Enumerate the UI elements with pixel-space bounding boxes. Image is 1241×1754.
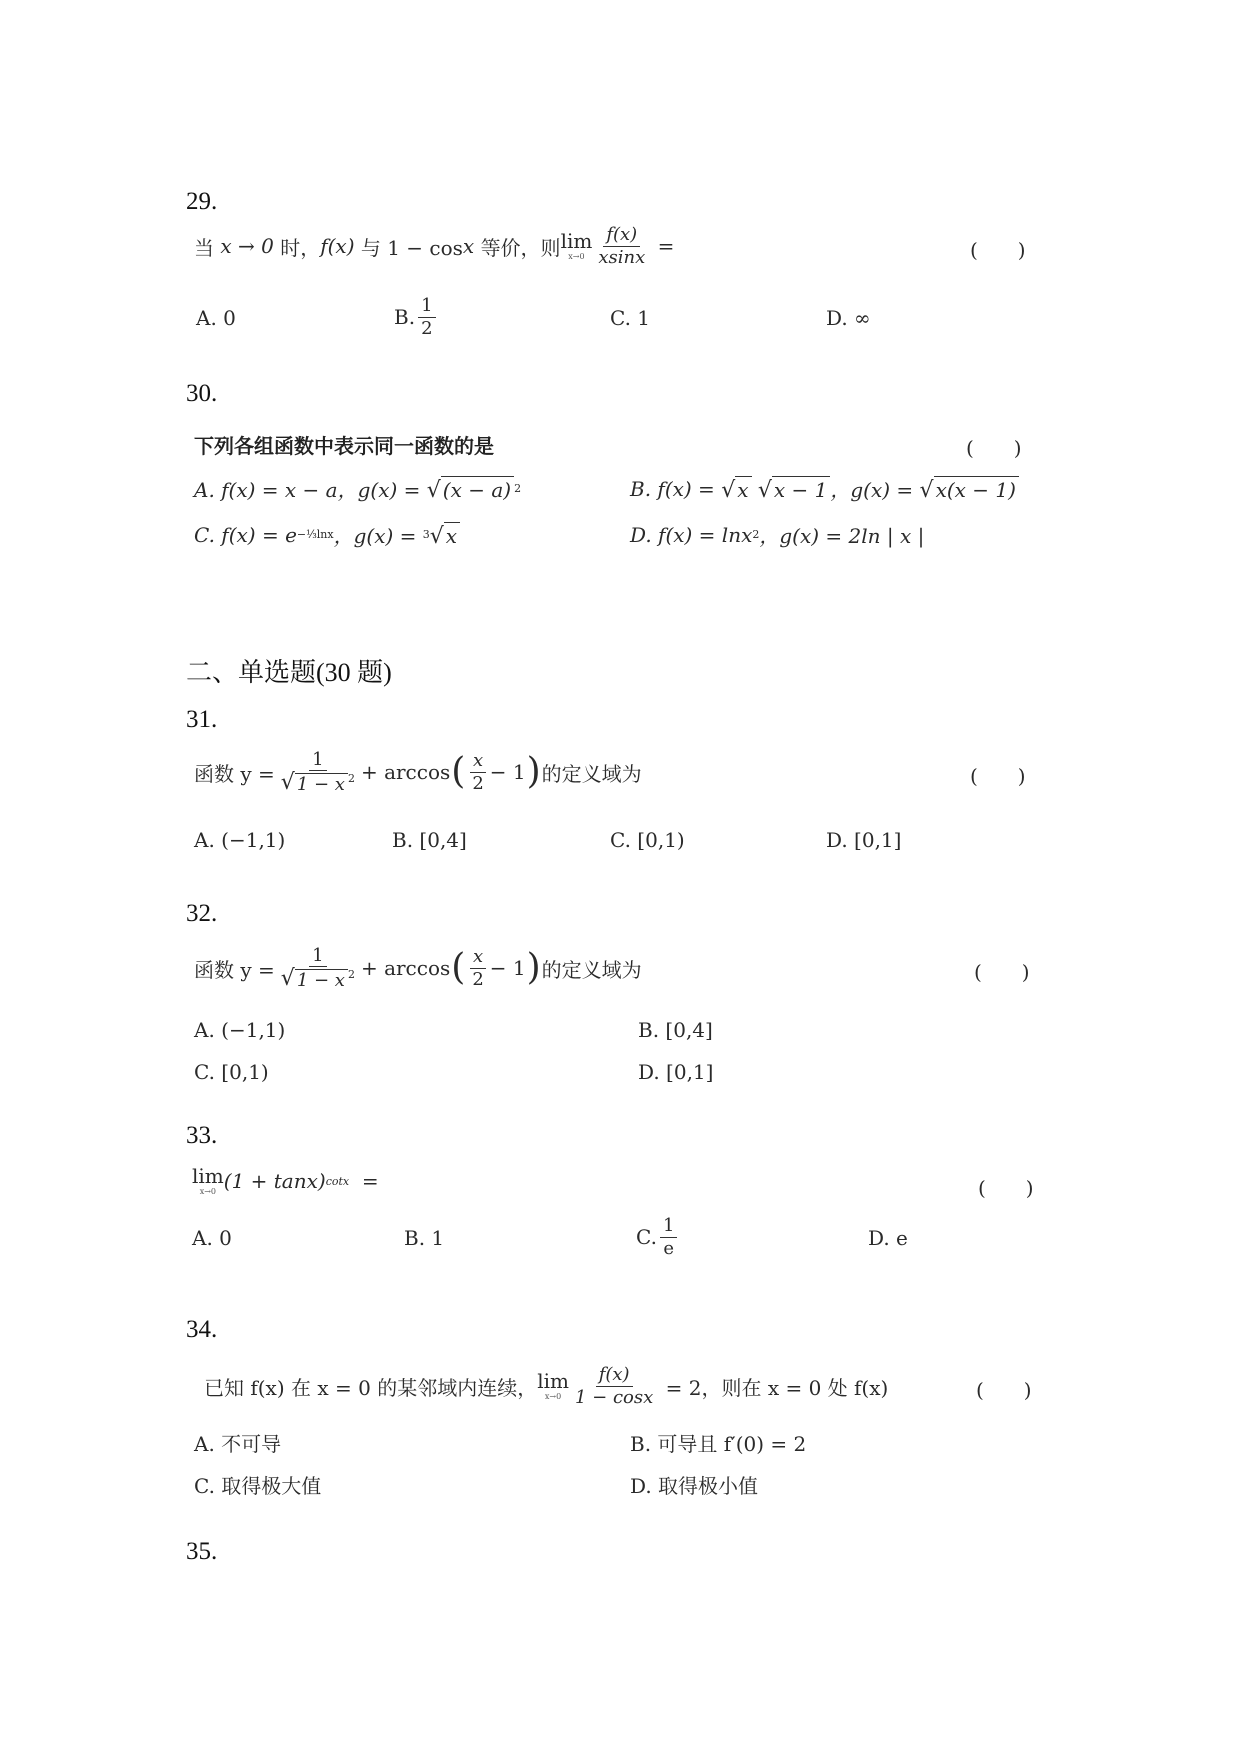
answer-paren-29: ( ) <box>970 238 1026 262</box>
stem-math: f(x) <box>320 234 355 258</box>
option-33-a: A. 0 <box>192 1226 232 1250</box>
option-33-c: C. $\frac{1}{e}$ <box>636 1216 680 1259</box>
question-30-stem: 下列各组函数中表示同一函数的是 <box>194 434 494 458</box>
question-33-stem: lim x→0 (1 + tanx) cotx = <box>192 1164 379 1196</box>
option-32-a: A. (−1,1) <box>194 1018 286 1042</box>
limit-fraction: $\frac{f(x)}{1 - \cos x}$ <box>574 1363 654 1408</box>
option-31-a: A. (−1,1) <box>194 828 286 852</box>
answer-paren-33: ( ) <box>978 1176 1034 1200</box>
option-31-d: D. [0,1] <box>826 828 902 852</box>
limit-fraction: $\frac{f(x)}{xsinx}$ <box>598 223 646 268</box>
option-34-b: B. 可导且 f′(0) = 2 <box>630 1432 807 1456</box>
question-34-stem: 已知 f(x) 在 x = 0 的某邻域内连续， lim x→0 $\frac{f(x)}{1 - \cos x}$ = 2，则在 x = 0 处 f(x) <box>204 1363 889 1408</box>
stem-math: x <box>462 234 475 258</box>
option-31-b: B. [0,4] <box>392 828 467 852</box>
answer-paren-30: ( ) <box>966 436 1022 460</box>
option-29-c: C. 1 <box>610 306 651 330</box>
option-33-d: D. e <box>868 1226 908 1250</box>
fraction: 1 √ 1 − x $^2$ <box>280 944 355 992</box>
stem-math: x → 0 <box>220 234 274 258</box>
question-number-31: 31. <box>186 706 218 733</box>
equals-sign: = <box>657 234 675 258</box>
option-34-a: A. 不可导 <box>194 1432 282 1456</box>
stem-text: 时， <box>280 235 321 260</box>
question-number-29: 29. <box>186 188 218 215</box>
question-number-34: 34. <box>186 1316 218 1343</box>
option-32-b: B. [0,4] <box>638 1018 713 1042</box>
option-31-c: C. [0,1) <box>610 828 685 852</box>
question-number-33: 33. <box>186 1122 218 1149</box>
option-30-b: B. f(x) = √ x √ x − 1 ，g(x) = √ x(x − 1) <box>630 474 1019 503</box>
limit-operator: lim x→0 <box>537 1369 569 1401</box>
section-title: 二、单选题(30 题) <box>186 658 392 687</box>
question-29-stem <box>194 223 675 268</box>
limit-operator: lim x→0 <box>560 229 593 261</box>
stem-text: 当 <box>194 235 214 260</box>
stem-text: 与 1 − cos <box>360 235 463 260</box>
question-number-35: 35. <box>186 1538 218 1565</box>
option-29-d: D. ∞ <box>826 306 871 330</box>
answer-paren-34: ( ) <box>976 1378 1032 1402</box>
limit-operator: lim x→0 <box>192 1164 224 1196</box>
question-number-30: 30. <box>186 380 218 407</box>
option-30-d: D. f(x) = lnx 2 ，g(x) = 2ln | x | <box>630 522 925 548</box>
stem-text: 等价，则 <box>480 235 561 260</box>
question-31-stem: 函数 y = 1 √ 1 − x $^2$ + arccos ( $\frac{x}{2}$ − 1 ) 的定义域为 <box>194 748 642 796</box>
option-30-c: C. f(x) = e −⅓lnx ，g(x) = 3 √ x <box>194 520 460 549</box>
answer-paren-31: ( ) <box>970 764 1026 788</box>
fraction: 1 √ 1 − x $^2$ <box>280 748 355 796</box>
question-number-32: 32. <box>186 900 218 927</box>
option-34-c: C. 取得极大值 <box>194 1474 322 1498</box>
answer-paren-32: ( ) <box>974 960 1030 984</box>
option-32-c: C. [0,1) <box>194 1060 269 1084</box>
option-29-b: B. $\frac{1}{2}$ <box>394 296 439 339</box>
option-29-a: A. 0 <box>196 306 236 330</box>
question-32-stem: 函数 y = 1 √ 1 − x $^2$ + arccos ( $\frac{x}{2}$ − 1 ) 的定义域为 <box>194 944 642 992</box>
option-33-b: B. 1 <box>404 1226 445 1250</box>
option-32-d: D. [0,1] <box>638 1060 714 1084</box>
option-34-d: D. 取得极小值 <box>630 1474 759 1498</box>
option-30-a: A. f(x) = x − a，g(x) = √ (x − a) 2 <box>194 477 522 503</box>
